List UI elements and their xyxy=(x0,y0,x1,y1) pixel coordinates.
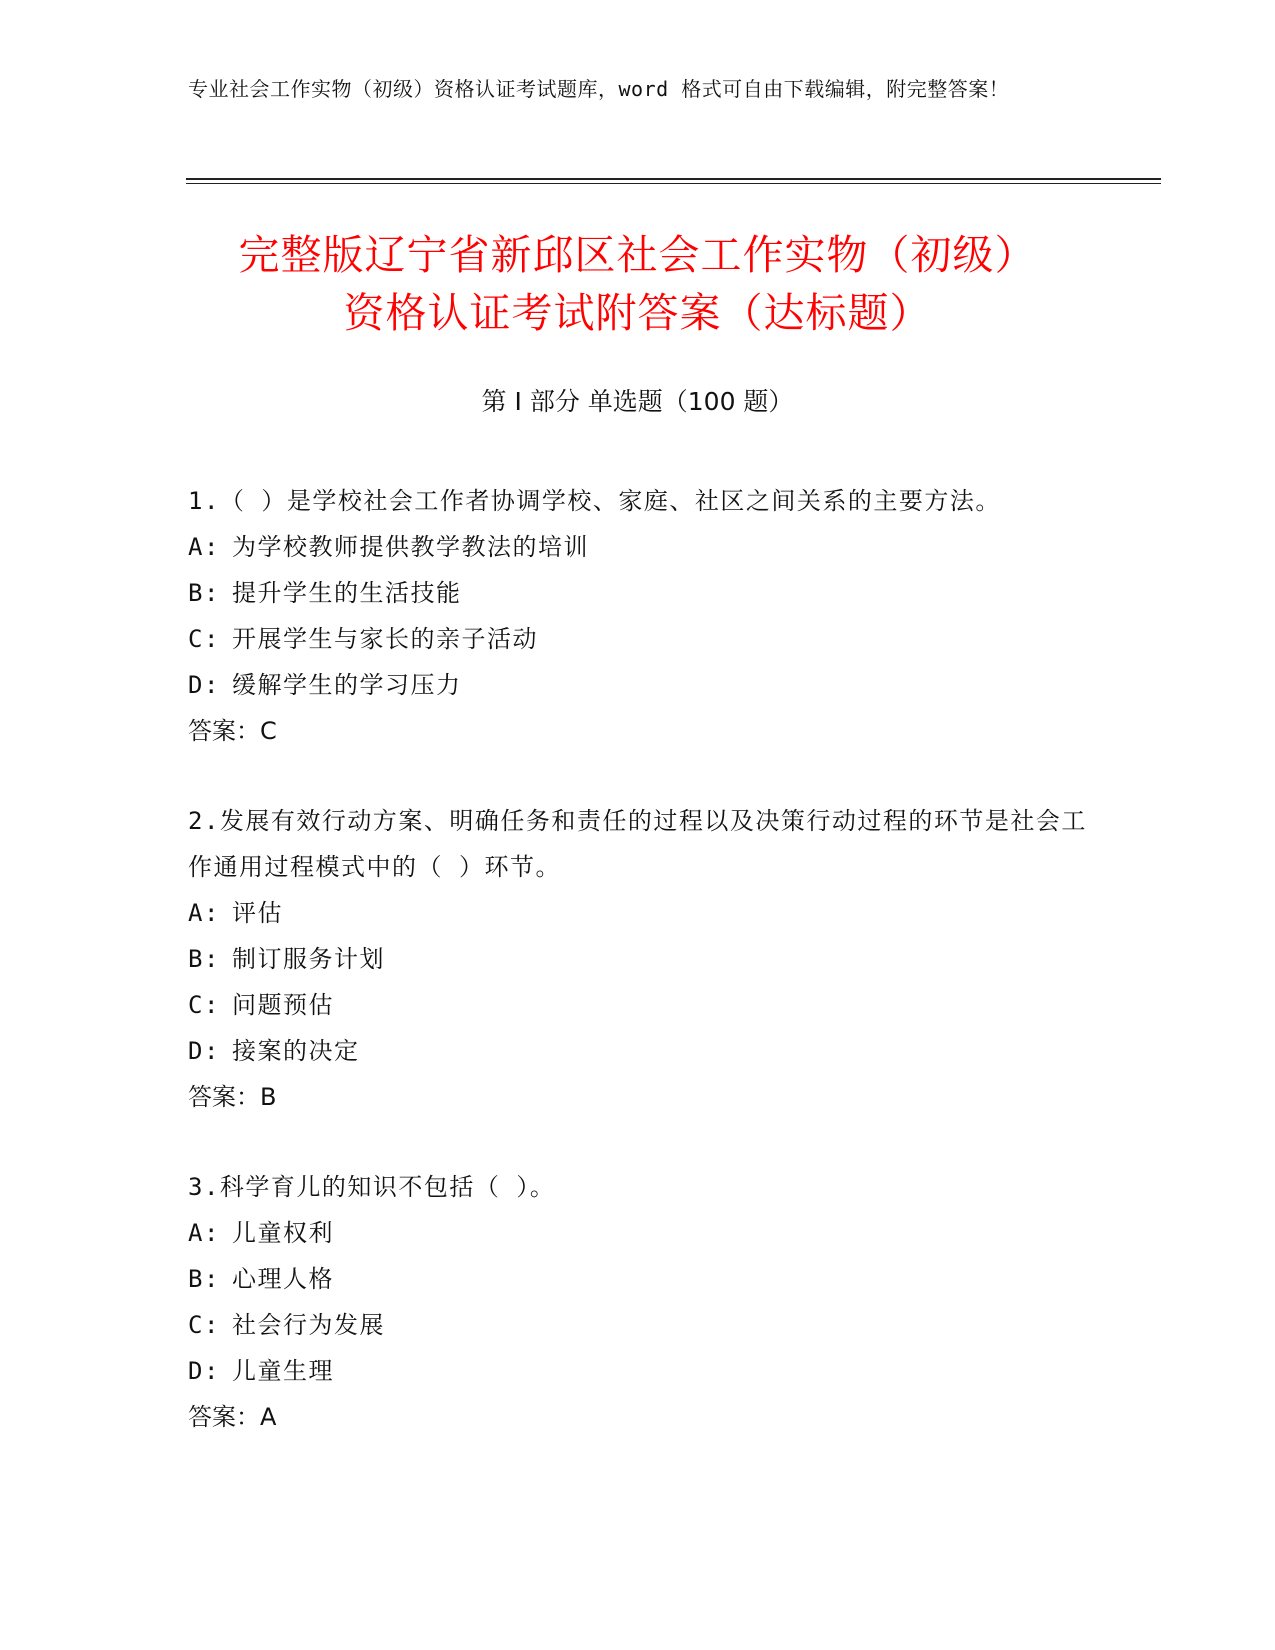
option-text: 问题预估 xyxy=(232,991,334,1019)
header-note: 专业社会工作实物（初级）资格认证考试题库，word 格式可自由下载编辑，附完整答案！ xyxy=(188,77,1010,101)
option-d xyxy=(188,1028,1088,1074)
option-letter: C: xyxy=(188,625,220,653)
question-3 xyxy=(188,1164,1088,1440)
option-text: 心理人格 xyxy=(232,1265,334,1293)
option-letter: A: xyxy=(188,899,220,927)
option-text: 评估 xyxy=(232,899,283,927)
header-divider-thick xyxy=(186,178,1161,180)
option-text: 社会行为发展 xyxy=(232,1311,385,1339)
option-letter: D: xyxy=(188,1357,220,1385)
document-title xyxy=(120,226,1155,342)
question-2 xyxy=(188,798,1088,1120)
option-letter: C: xyxy=(188,991,220,1019)
option-letter: A: xyxy=(188,533,220,561)
option-text: 开展学生与家长的亲子活动 xyxy=(232,625,538,653)
question-stem: 2.发展有效行动方案、明确任务和责任的过程以及决策行动过程的环节是社会工作通用过程模式中的（ ）环节。 xyxy=(188,807,1087,881)
question-list xyxy=(188,478,1088,1484)
option-text: 接案的决定 xyxy=(232,1037,360,1065)
answer-line: 答案：A xyxy=(188,1403,277,1431)
option-c xyxy=(188,1302,1088,1348)
option-letter: D: xyxy=(188,671,220,699)
option-letter: A: xyxy=(188,1219,220,1247)
option-text: 制订服务计划 xyxy=(232,945,385,973)
option-b xyxy=(188,570,1088,616)
option-letter: D: xyxy=(188,1037,220,1065)
question-stem: 3.科学育儿的知识不包括（ ）。 xyxy=(188,1173,556,1201)
option-text: 缓解学生的学习压力 xyxy=(232,671,462,699)
answer-line: 答案：C xyxy=(188,717,277,745)
document-title-line-1: 完整版辽宁省新邱区社会工作实物（初级） xyxy=(238,231,1037,279)
option-a xyxy=(188,1210,1088,1256)
option-d xyxy=(188,1348,1088,1394)
section-title: 第 I 部分 单选题（100 题） xyxy=(481,387,794,416)
option-letter: B: xyxy=(188,1265,220,1293)
option-text: 提升学生的生活技能 xyxy=(232,579,462,607)
option-text: 儿童生理 xyxy=(232,1357,334,1385)
option-a xyxy=(188,890,1088,936)
option-c xyxy=(188,616,1088,662)
option-c xyxy=(188,982,1088,1028)
question-1 xyxy=(188,478,1088,754)
option-text: 为学校教师提供教学教法的培训 xyxy=(232,533,589,561)
option-a xyxy=(188,524,1088,570)
header-divider-thin xyxy=(186,183,1161,184)
answer-line: 答案：B xyxy=(188,1083,277,1111)
option-letter: B: xyxy=(188,945,220,973)
option-b xyxy=(188,936,1088,982)
document-title-line-2: 资格认证考试附答案（达标题） xyxy=(343,289,932,337)
option-b xyxy=(188,1256,1088,1302)
option-letter: C: xyxy=(188,1311,220,1339)
option-text: 儿童权利 xyxy=(232,1219,334,1247)
question-stem: 1.（ ）是学校社会工作者协调学校、家庭、社区之间关系的主要方法。 xyxy=(188,487,1001,515)
option-d xyxy=(188,662,1088,708)
option-letter: B: xyxy=(188,579,220,607)
